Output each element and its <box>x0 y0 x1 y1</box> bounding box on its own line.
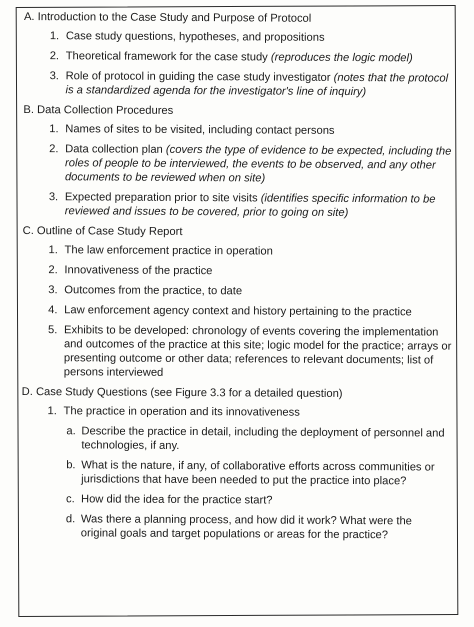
sub-list-item <box>21 492 451 509</box>
item-text: Theoretical framework for the case study <box>65 50 271 64</box>
item-number: 1. <box>48 244 58 257</box>
item-text: Exhibits to be developed: chronology of events covering the implementation and outcomes of the practice at this site; logic model for the practice; arrays or presenting outcome or other data; references to relevant documents; list of persons interviewed <box>63 324 452 379</box>
item-note: (reproduces the logic model) <box>270 51 413 65</box>
protocol-outline <box>21 10 454 549</box>
item-number: 4. <box>48 304 58 317</box>
item-number: 2. <box>48 264 58 277</box>
sub-item-text: How did the idea for the practice start? <box>80 493 273 507</box>
item-text: Outcomes from the practice, to date <box>64 284 243 298</box>
list-item <box>22 263 452 280</box>
section-c-title: C. Outline of Case Study Report <box>22 224 183 238</box>
sub-item-letter: c. <box>65 493 75 506</box>
item-text: The practice in operation and its innovativeness <box>63 405 300 419</box>
item-number: 2. <box>49 50 60 63</box>
item-text: Expected preparation prior to site visits <box>64 191 261 205</box>
sub-list-item <box>21 458 451 489</box>
list-item <box>23 190 453 221</box>
item-text: Law enforcement agency context and history pertaining to the practice <box>64 304 412 319</box>
item-number: 1. <box>47 405 57 418</box>
item-text: Innovativeness of the practice <box>64 264 213 278</box>
item-note: (notes that the protocol is a standardized agenda for the investigator's line of inquiry) <box>65 71 449 99</box>
sub-list-item <box>21 512 451 543</box>
item-number: 1. <box>49 123 59 136</box>
list-item <box>24 49 454 66</box>
sub-item-text: Describe the practice in detail, including the deployment of personnel and technologies, if any. <box>81 425 445 452</box>
section-a-title: A. Introduction to the Case Study and Purpose of Protocol <box>23 10 312 25</box>
list-item <box>23 142 453 187</box>
sub-item-letter: a. <box>66 425 76 438</box>
section-d-title: D. Case Study Questions (see Figure 3.3 for a detailed question) <box>21 385 343 400</box>
item-number: 5. <box>48 324 58 337</box>
list-item <box>22 404 452 421</box>
sub-list-item <box>21 424 451 455</box>
sub-item-letter: d. <box>65 513 76 526</box>
list-item <box>24 29 454 46</box>
item-number: 1. <box>49 30 60 43</box>
item-text: The law enforcement practice in operation <box>64 244 273 258</box>
item-note: (identifies specific information to be reviewed and issues to be covered, prior to going on site) <box>64 192 436 219</box>
item-text: Case study questions, hypotheses, and propositions <box>65 30 325 44</box>
item-number: 3. <box>48 191 59 204</box>
sub-item-letter: b. <box>66 459 76 472</box>
list-item <box>22 303 452 320</box>
list-item <box>23 69 453 100</box>
list-item <box>22 283 452 300</box>
item-number: 2. <box>49 143 59 156</box>
section-a <box>23 10 454 100</box>
list-item <box>22 323 452 382</box>
item-number: 3. <box>48 284 58 297</box>
sub-item-text: What is the nature, if any, of collaborative efforts across communities or jurisdictions that have been needed to put the practice into place? <box>81 459 435 488</box>
list-item <box>23 122 453 139</box>
sub-item-text: Was there a planning process, and how did it work? What were the original goals and target populations or areas for the practice? <box>80 513 412 542</box>
item-number: 3. <box>49 70 59 83</box>
item-note: (covers the type of evidence to be expected, including the roles of people to be interviewed, the events to be observed, and any other documents to be reviewed when on site) <box>64 143 452 185</box>
section-c <box>22 224 453 382</box>
section-d <box>21 385 452 543</box>
section-b-title: B. Data Collection Procedures <box>23 103 174 117</box>
list-item <box>22 243 452 260</box>
item-text: Names of sites to be visited, including contact persons <box>65 123 335 137</box>
item-text: Role of protocol in guiding the case study investigator <box>65 70 334 84</box>
item-text: Data collection plan <box>65 143 166 156</box>
section-b <box>23 103 454 221</box>
